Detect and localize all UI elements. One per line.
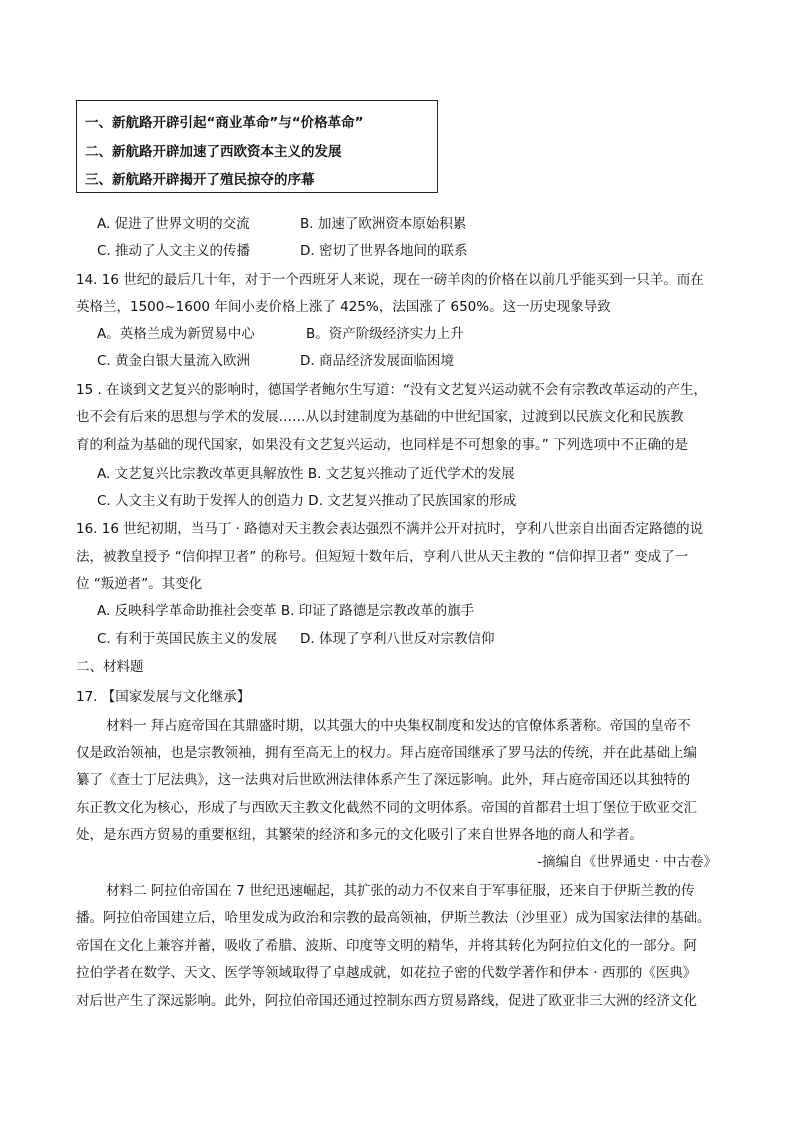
q16-stem-line-1: 16. 16 世纪初期，当马丁 · 路德对天主教会表达强烈不满并公开对抗时，亨利八世亲自出面否定路德的说 bbox=[76, 521, 704, 537]
q16-stem-line-3: 位 “叛逆者”。其变化 bbox=[76, 576, 203, 592]
q16-options-ab: A. 反映科学革命助推社会变革 B. 印证了路德是宗教改革的旗手 bbox=[97, 603, 475, 619]
material-2-line-1: 材料二 阿拉伯帝国在 7 世纪迅速崛起，其扩张的动力不仅来自于军事征服，还来自于伊斯兰教的传 bbox=[106, 883, 695, 899]
material-1-source: -摘编自《世界通史 · 中古卷》 bbox=[537, 854, 717, 870]
material-1-line-2: 仅是政治领袖，也是宗教领袖，拥有至高无上的权力。拜占庭帝国继承了罗马法的传统，并在此基础上编 bbox=[76, 745, 697, 761]
material-2-line-5: 对后世产生了深远影响。此外，阿拉伯帝国还通过控制东西方贸易路线，促进了欧亚非三大洲的经济文化 bbox=[76, 993, 697, 1009]
material-2-line-2: 播。阿拉伯帝国建立后，哈里发成为政治和宗教的最高领袖，伊斯兰教法（沙里亚）成为国家法律的基础。 bbox=[76, 910, 711, 926]
material-1-line-1: 材料一 拜占庭帝国在其鼎盛时期，以其强大的中央集权制度和发达的官僚体系著称。帝国的皇帝不 bbox=[106, 718, 691, 734]
q15-stem-line-3: 育的利益为基础的现代国家，如果没有文艺复兴运动，也同样是不可想象的事。” 下列选项中不正确的是 bbox=[76, 437, 689, 453]
material-2-line-4: 拉伯学者在数学、天文、医学等领域取得了卓越成就，如花拉子密的代数学著作和伊本 · 西那的《医典》 bbox=[76, 965, 697, 981]
q13-option-a: A. 促进了世界文明的交流 bbox=[97, 216, 250, 232]
q15-stem-line-2: 也不会有后来的思想与学术的发展……从以封建制度为基础的中世纪国家，过渡到以民族文化和民族教 bbox=[76, 409, 684, 425]
q14-option-a: A。英格兰成为新贸易中心 bbox=[97, 326, 255, 342]
material-1-line-5: 处，是东西方贸易的重要枢纽，其繁荣的经济和多元的文化吸引了来自世界各地的商人和学者。 bbox=[76, 827, 643, 843]
q13-option-b: B. 加速了欧洲资本原始积累 bbox=[300, 216, 467, 232]
q15-options-cd: C. 人文主义有助于发挥人的创造力 D. 文艺复兴推动了民族国家的形成 bbox=[97, 493, 517, 509]
q13-option-d: D. 密切了世界各地间的联系 bbox=[300, 243, 468, 259]
q14-option-c: C. 黄金白银大量流入欧洲 bbox=[97, 353, 251, 369]
q16-option-d: D. 体现了亨利八世反对宗教信仰 bbox=[300, 631, 495, 647]
q14-stem-line-2: 英格兰，1500~1600 年间小麦价格上涨了 425%，法国涨了 650%。这一历史现象导致 bbox=[76, 299, 611, 315]
summary-box bbox=[76, 100, 438, 193]
q15-stem-line-1: 15 . 在谈到文艺复兴的影响时，德国学者鲍尔生写道：“没有文艺复兴运动就不会有宗教改革运动的产生， bbox=[76, 382, 708, 398]
q17-title: 17. 【国家发展与文化继承】 bbox=[76, 689, 251, 705]
q14-option-d: D. 商品经济发展面临困境 bbox=[300, 353, 454, 369]
q15-options-ab: A. 文艺复兴比宗教改革更具解放性 B. 文艺复兴推动了近代学术的发展 bbox=[97, 466, 515, 482]
summary-line-3: 三、新航路开辟揭开了殖民掠夺的序幕 bbox=[85, 172, 315, 188]
section-title: 二、材料题 bbox=[76, 659, 144, 675]
summary-line-1: 一、新航路开辟引起“商业革命”与“价格革命” bbox=[85, 115, 364, 131]
material-1-line-3: 纂了《查士丁尼法典》，这一法典对后世欧洲法律体系产生了深远影响。此外，拜占庭帝国还以其独特的 bbox=[76, 772, 691, 788]
q13-option-c: C. 推动了人文主义的传播 bbox=[97, 243, 251, 259]
q16-option-c: C. 有利于英国民族主义的发展 bbox=[97, 631, 278, 647]
material-2-line-3: 帝国在文化上兼容并蓄，吸收了希腊、波斯、印度等文明的精华，并将其转化为阿拉伯文化的一部分。阿 bbox=[76, 938, 697, 954]
q16-stem-line-2: 法，被教皇授予 “信仰捍卫者” 的称号。但短短十数年后，亨利八世从天主教的 “信仰捍卫者” 变成了一 bbox=[76, 549, 689, 565]
q14-stem-line-1: 14. 16 世纪的最后几十年，对于一个西班牙人来说，现在一磅羊肉的价格在以前几乎能买到一只羊。而在 bbox=[76, 272, 704, 288]
q14-option-b: B。资产阶级经济实力上升 bbox=[306, 326, 464, 342]
summary-line-2: 二、新航路开辟加速了西欧资本主义的发展 bbox=[85, 144, 342, 160]
material-1-line-4: 东正教文化为核心，形成了与西欧天主教文化截然不同的文明体系。帝国的首都君士坦丁堡位于欧亚交汇 bbox=[76, 800, 697, 816]
